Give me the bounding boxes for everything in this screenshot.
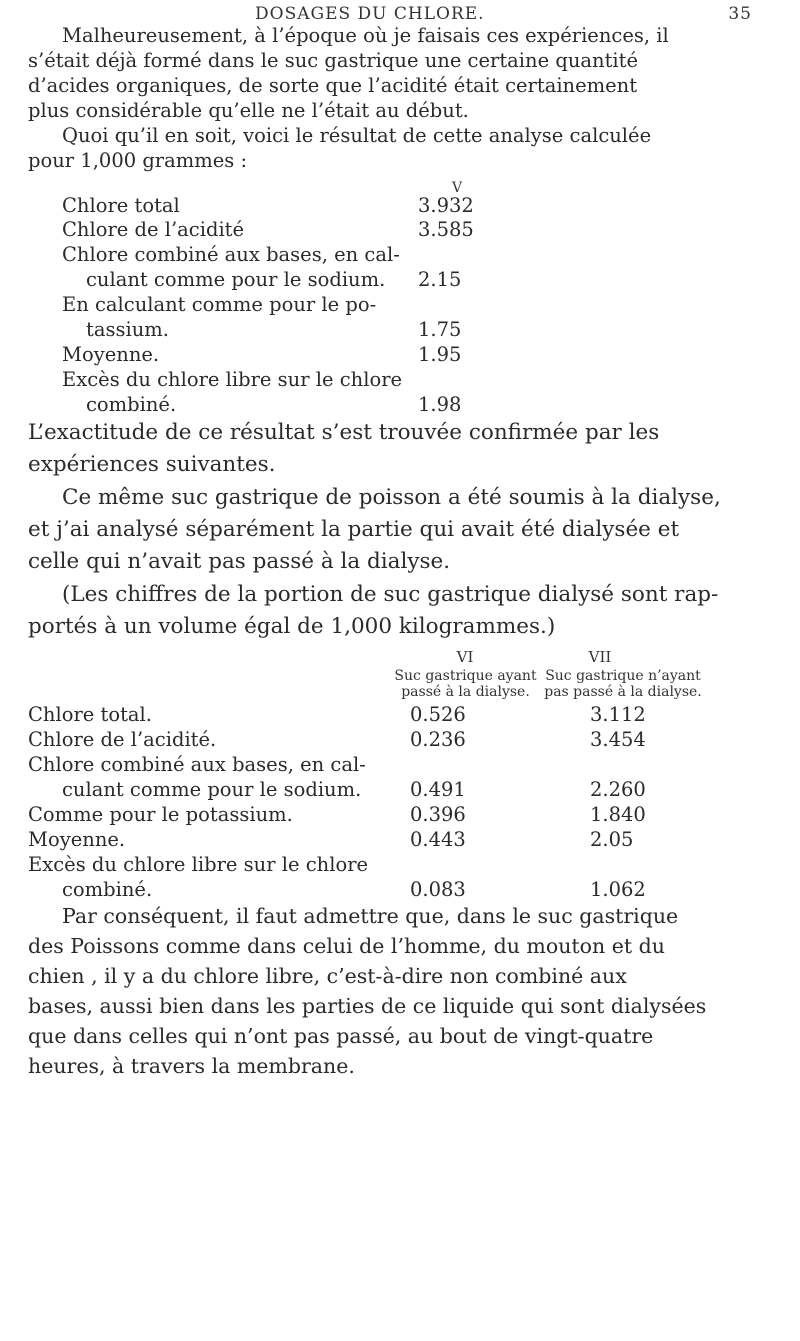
table-row-label: tassium. xyxy=(86,318,169,341)
table-row-label: Comme pour le potassium. xyxy=(28,803,293,826)
page-number: 35 xyxy=(728,4,752,24)
table-row-label: Excès du chlore libre sur le chlore xyxy=(62,368,403,391)
column-subheader-vi-2: passé à la dialyse. xyxy=(401,684,530,700)
text-line: portés à un volume égal de 1,000 kilogrammes.) xyxy=(28,614,556,639)
table-row-label: Chlore de l’acidité xyxy=(62,218,245,241)
table-cell-vii: 1.062 xyxy=(590,878,646,901)
table-cell-vii: 2.05 xyxy=(590,828,634,851)
running-header xyxy=(0,2,800,26)
table-cell-vi: 0.526 xyxy=(410,703,466,726)
column-subheader-vii-2: pas passé à la dialyse. xyxy=(544,684,702,700)
column-subheader-vii: Suc gastrique n’ayant xyxy=(545,668,701,684)
table-row-label: Moyenne. xyxy=(62,343,160,366)
column-subheader-vi: Suc gastrique ayant xyxy=(394,668,537,684)
table-row-value: 1.98 xyxy=(418,393,462,416)
table-row-label: Chlore de l’acidité. xyxy=(28,728,217,751)
text-line: Malheureusement, à l’époque où je faisais ces expériences, il xyxy=(62,24,669,47)
text-line: Quoi qu’il en soit, voici le résultat de cette analyse calculée xyxy=(62,124,652,147)
table-row-label: Chlore combiné aux bases, en cal- xyxy=(28,753,366,776)
table-row-value: 1.75 xyxy=(418,318,462,341)
table-row-label: Moyenne. xyxy=(28,828,126,851)
column-header-vii: VII xyxy=(588,648,612,666)
table-cell-vi: 0.491 xyxy=(410,778,466,801)
running-title: DOSAGES DU CHLORE. xyxy=(255,4,485,24)
table-cell-vi: 0.443 xyxy=(410,828,466,851)
text-line: des Poissons comme dans celui de l’homme, du mouton et du xyxy=(28,934,665,958)
table-cell-vi: 0.236 xyxy=(410,728,466,751)
text-line: celle qui n’avait pas passé à la dialyse. xyxy=(28,549,451,574)
table-cell-vii: 2.260 xyxy=(590,778,646,801)
table-cell-vi: 0.396 xyxy=(410,803,466,826)
text-line: Ce même suc gastrique de poisson a été soumis à la dialyse, xyxy=(62,485,721,510)
text-line: chien , il y a du chlore libre, c’est-à-dire non combiné aux xyxy=(28,964,627,988)
table-row-label: Chlore combiné aux bases, en cal- xyxy=(62,243,400,266)
table-cell-vi: 0.083 xyxy=(410,878,466,901)
table-row-label: Chlore total. xyxy=(28,703,152,726)
table-row-label: combiné. xyxy=(62,878,153,901)
column-header-vi: VI xyxy=(456,648,474,666)
table-row-label: En calculant comme pour le po- xyxy=(62,293,377,316)
column-header-v: V xyxy=(452,180,463,196)
text-line: bases, aussi bien dans les parties de ce liquide qui sont dialysées xyxy=(28,994,707,1018)
table-row-label: culant comme pour le sodium. xyxy=(86,268,386,291)
table-row-value: 3.932 xyxy=(418,194,474,217)
text-line: Par conséquent, il faut admettre que, dans le suc gastrique xyxy=(62,904,679,928)
text-line: et j’ai analysé séparément la partie qui avait été dialysée et xyxy=(28,517,680,542)
table-cell-vii: 1.840 xyxy=(590,803,646,826)
table-row-value: 1.95 xyxy=(418,343,462,366)
text-line: s’était déjà formé dans le suc gastrique une certaine quantité xyxy=(28,49,639,72)
table-row-value: 3.585 xyxy=(418,218,474,241)
text-line: pour 1,000 grammes : xyxy=(28,149,248,172)
text-line: expériences suivantes. xyxy=(28,452,276,477)
text-line: plus considérable qu’elle ne l’était au début. xyxy=(28,99,469,122)
text-line: d’acides organiques, de sorte que l’acidité était certainement xyxy=(28,74,638,97)
text-line: L’exactitude de ce résultat s’est trouvée confirmée par les xyxy=(28,420,660,445)
table-row-label: combiné. xyxy=(86,393,177,416)
text-line: heures, à travers la membrane. xyxy=(28,1054,355,1078)
table-cell-vii: 3.454 xyxy=(590,728,646,751)
table-row-value: 2.15 xyxy=(418,268,462,291)
text-line: que dans celles qui n’ont pas passé, au bout de vingt-quatre xyxy=(28,1024,654,1048)
table-row-label: Chlore total xyxy=(62,194,180,217)
table-row-label: culant comme pour le sodium. xyxy=(62,778,362,801)
text-line: (Les chiffres de la portion de suc gastrique dialysé sont rap- xyxy=(62,582,719,607)
table-cell-vii: 3.112 xyxy=(590,703,646,726)
table-row-label: Excès du chlore libre sur le chlore xyxy=(28,853,369,876)
